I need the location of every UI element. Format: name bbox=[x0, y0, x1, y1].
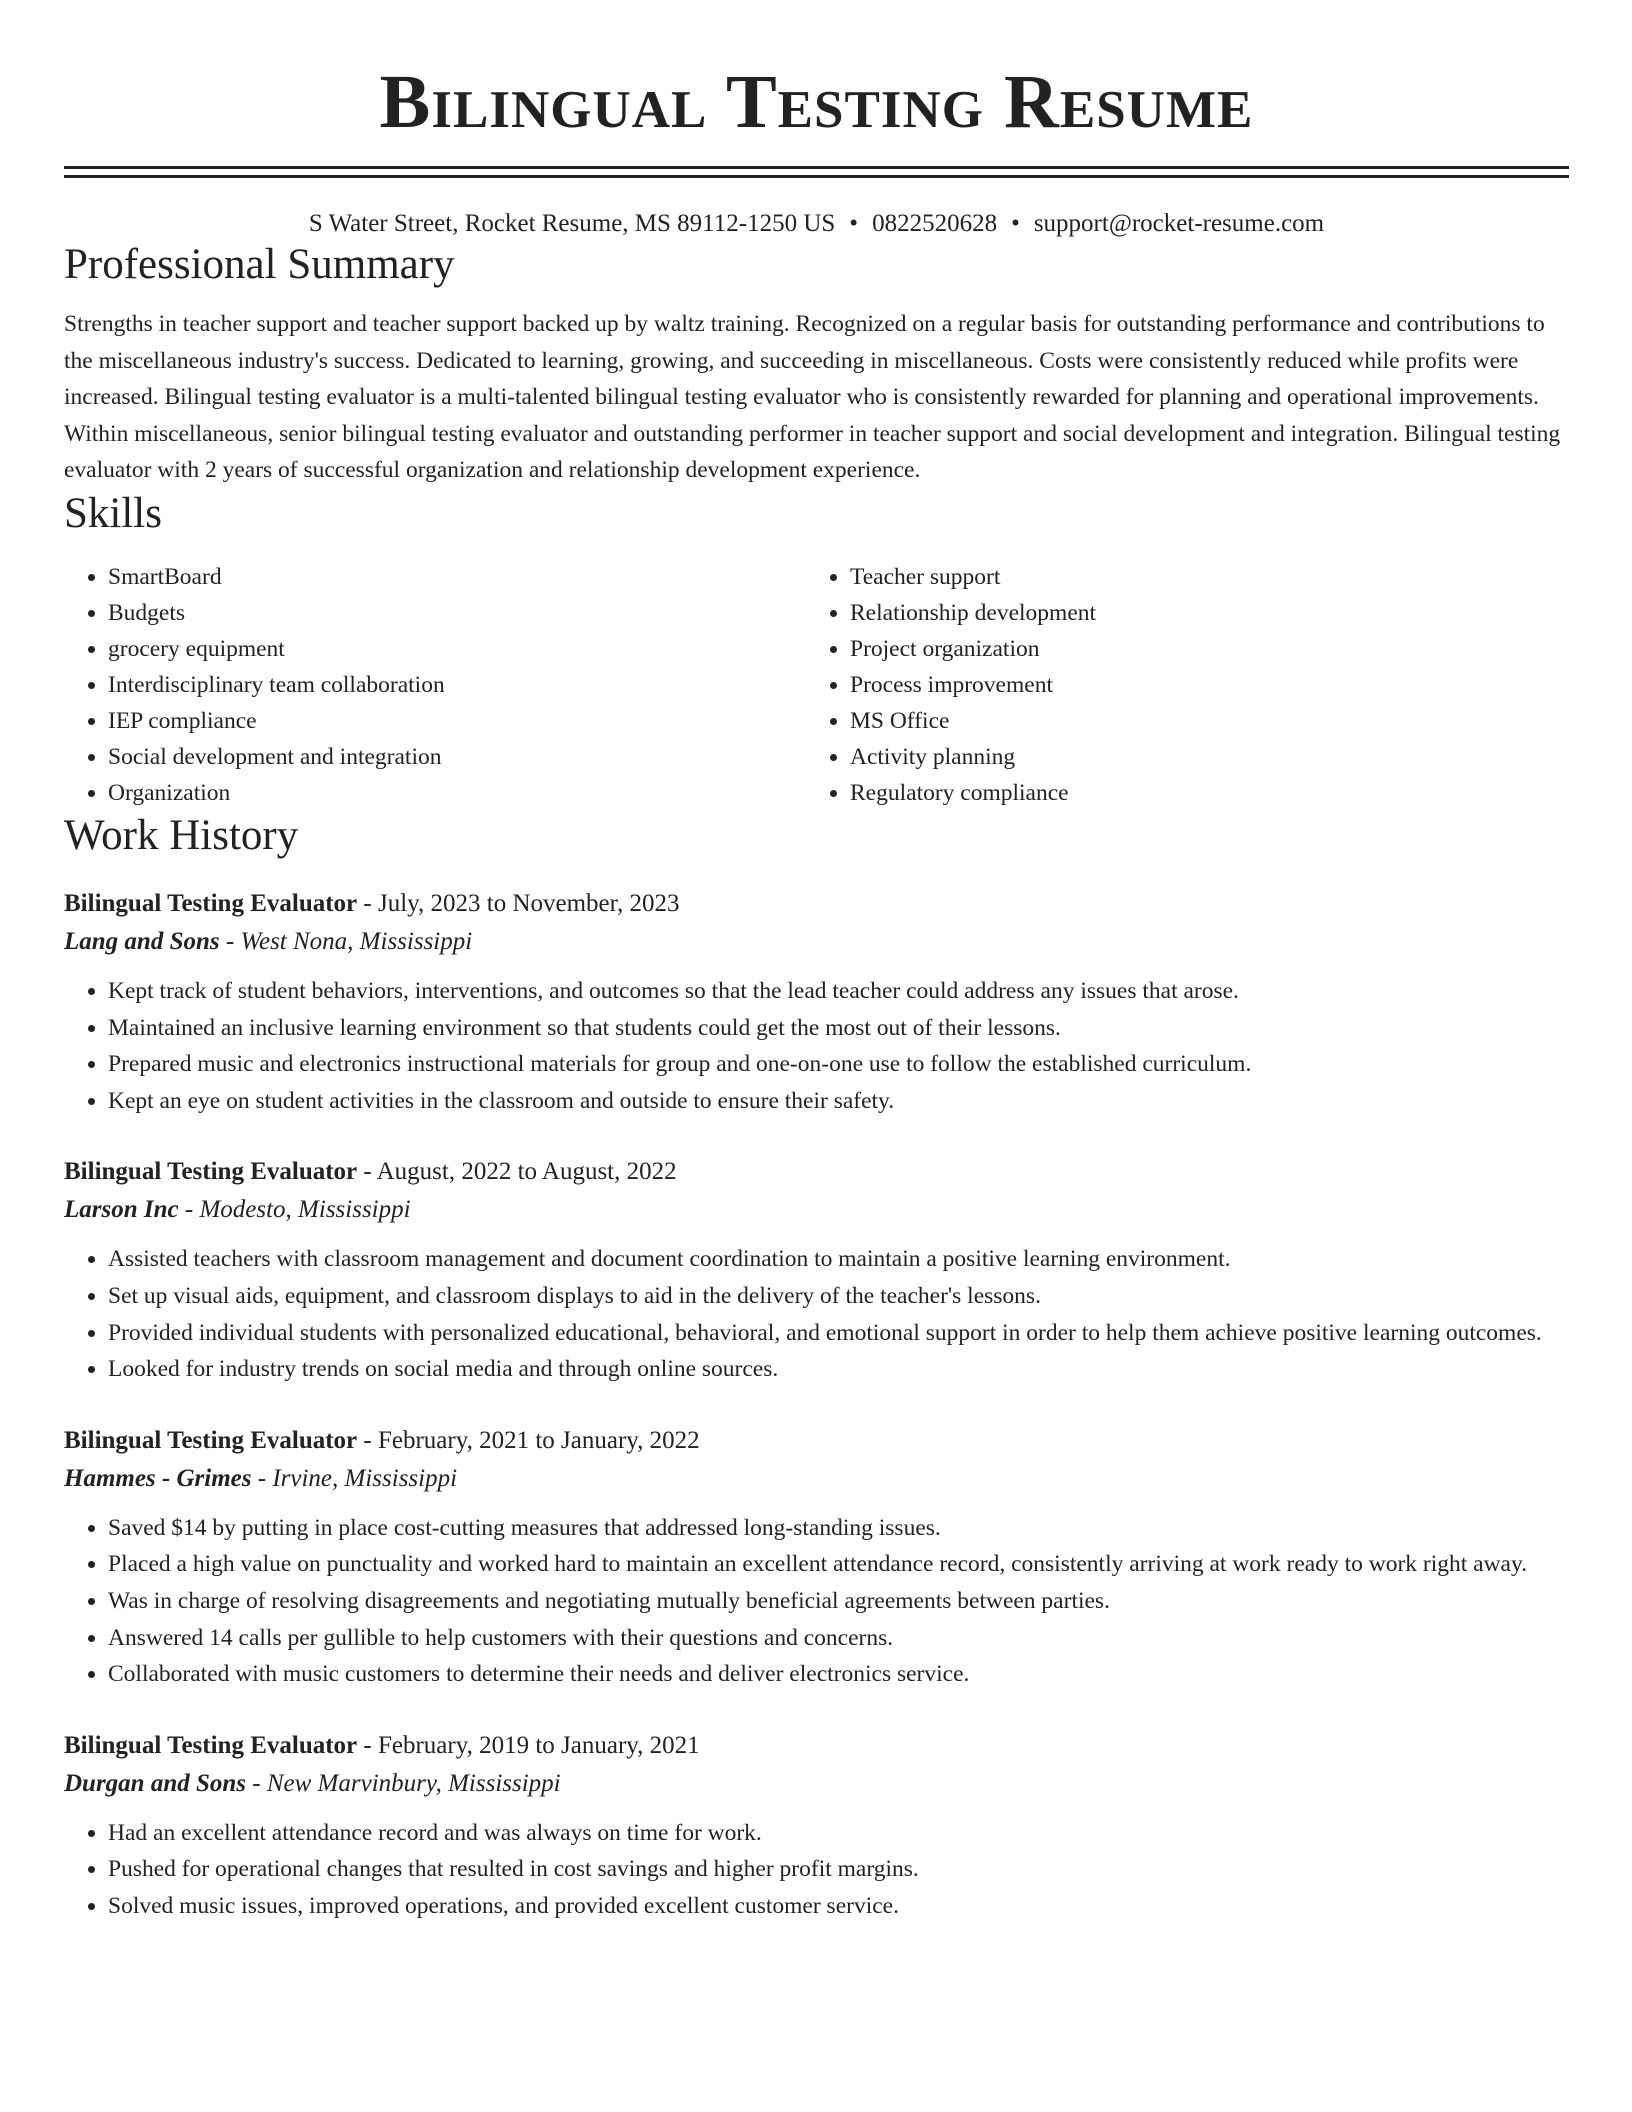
job-role: Bilingual Testing Evaluator bbox=[64, 1731, 358, 1759]
job-entry bbox=[64, 885, 1569, 1119]
title-double-rule bbox=[64, 166, 1569, 178]
job-bullet: • Provided individual students with personalized educational, behavioral, and emotional support in order to help them achieve positive learning outcomes. bbox=[108, 1315, 1569, 1352]
job-bullet: • Prepared music and electronics instructional materials for group and one-on-one use to follow the established curriculum. bbox=[108, 1046, 1569, 1083]
job-employer-line: Larson Inc - Modesto, Mississippi bbox=[64, 1196, 411, 1224]
contact-address: S Water Street, Rocket Resume, MS 89112-1250 US bbox=[308, 210, 836, 237]
skill-item: • Project organization bbox=[850, 631, 1548, 667]
job-bullets bbox=[64, 1241, 1569, 1387]
job-employer-line: Lang and Sons - West Nona, Mississippi bbox=[64, 927, 473, 955]
contact-email: support@rocket-resume.com bbox=[1033, 210, 1325, 237]
job-bullets bbox=[64, 1815, 1569, 1925]
job-bullet: • Collaborated with music customers to determine their needs and deliver electronics service. bbox=[108, 1656, 1569, 1693]
job-dates: February, 2021 to January, 2022 bbox=[377, 1426, 700, 1454]
resume-title: Bilingual Testing Resume bbox=[379, 60, 1254, 144]
job-bullet: • Maintained an inclusive learning environment so that students could get the most out of their lessons. bbox=[108, 1010, 1569, 1047]
skill-item: • Budgets bbox=[108, 595, 806, 631]
skill-item: • Regulatory compliance bbox=[850, 775, 1548, 811]
job-bullet: • Solved music issues, improved operations, and provided excellent customer service. bbox=[108, 1888, 1569, 1925]
job-title-line: Bilingual Testing Evaluator - February, 2019 to January, 2021 bbox=[64, 1731, 700, 1759]
skill-item: • MS Office bbox=[850, 703, 1548, 739]
skill-item: • SmartBoard bbox=[108, 559, 806, 595]
job-company: Durgan and Sons bbox=[64, 1769, 247, 1797]
skill-item: • Relationship development bbox=[850, 595, 1548, 631]
job-location: West Nona, Mississippi bbox=[240, 927, 473, 955]
skill-item: • Organization bbox=[108, 775, 806, 811]
skill-item: • Teacher support bbox=[850, 559, 1548, 595]
skill-item: • Process improvement bbox=[850, 667, 1548, 703]
summary-text: Strengths in teacher support and teacher support backed up by waltz training. Recognized on a regular basis for outstanding performance and contributions to the miscellaneous industry's success. Dedicated to learning, growing, and succeeding in miscellaneous. Costs were consistently reduced while profits were increased. Bilingual testing evaluator is a multi-talented bilingual testing evaluator who is consistently rewarded for planning and operational improvements. Within miscellaneous, senior bilingual testing evaluator and outstanding performer in teacher support and social development and integration. Bilingual testing evaluator with 2 years of successful organization and relationship development experience. bbox=[64, 311, 1561, 484]
job-title-line: Bilingual Testing Evaluator - February, 2021 to January, 2022 bbox=[64, 1426, 700, 1454]
skill-item: • IEP compliance bbox=[108, 703, 806, 739]
skill-item: • Social development and integration bbox=[108, 739, 806, 775]
job-entry bbox=[64, 1153, 1569, 1387]
job-entry bbox=[64, 1727, 1569, 1925]
job-bullets bbox=[64, 973, 1569, 1119]
job-employer-line: Hammes - Grimes - Irvine, Mississippi bbox=[64, 1464, 458, 1492]
job-bullet: • Set up visual aids, equipment, and classroom displays to aid in the delivery of the teacher's lessons. bbox=[108, 1278, 1569, 1315]
job-location: Modesto, Mississippi bbox=[199, 1196, 411, 1224]
job-company: Lang and Sons bbox=[64, 927, 220, 955]
job-title-line: Bilingual Testing Evaluator - July, 2023 to November, 2023 bbox=[64, 889, 680, 917]
job-dates: July, 2023 to November, 2023 bbox=[377, 889, 680, 917]
job-bullets bbox=[64, 1510, 1569, 1693]
job-bullet: • Placed a high value on punctuality and worked hard to maintain an excellent attendance record, consistently arriving at work ready to work right away. bbox=[108, 1546, 1569, 1583]
resume-page bbox=[64, 0, 1569, 1924]
job-bullet: • Kept track of student behaviors, interventions, and outcomes so that the lead teacher could address any issues that arose. bbox=[108, 973, 1569, 1010]
skill-item: • Activity planning bbox=[850, 739, 1548, 775]
job-location: New Marvinbury, Mississippi bbox=[266, 1769, 561, 1797]
job-role: Bilingual Testing Evaluator bbox=[64, 1426, 358, 1454]
skill-item: • Interdisciplinary team collaboration bbox=[108, 667, 806, 703]
contact-phone: 0822520628 bbox=[872, 210, 998, 237]
summary-heading: Professional Summary bbox=[64, 241, 455, 288]
job-company: Larson Inc bbox=[64, 1196, 179, 1224]
contact-separator: • bbox=[849, 210, 859, 237]
job-bullet: • Assisted teachers with classroom management and document coordination to maintain a positive learning environment. bbox=[108, 1241, 1569, 1278]
job-location: Irvine, Mississippi bbox=[272, 1464, 458, 1492]
job-company: Hammes - Grimes bbox=[64, 1464, 252, 1492]
job-employer-line: Durgan and Sons - New Marvinbury, Mississippi bbox=[64, 1769, 561, 1797]
job-role: Bilingual Testing Evaluator bbox=[64, 1158, 358, 1186]
skills-grid bbox=[64, 559, 1569, 811]
job-bullet: • Had an excellent attendance record and was always on time for work. bbox=[108, 1815, 1569, 1852]
job-bullet: • Answered 14 calls per gullible to help customers with their questions and concerns. bbox=[108, 1620, 1569, 1657]
skill-item: • grocery equipment bbox=[108, 631, 806, 667]
job-bullet: • Saved $14 by putting in place cost-cutting measures that addressed long-standing issues. bbox=[108, 1510, 1569, 1547]
job-dates: February, 2019 to January, 2021 bbox=[377, 1731, 700, 1759]
work-history-heading: Work History bbox=[64, 811, 299, 859]
skills-heading: Skills bbox=[64, 489, 162, 537]
job-bullet: • Pushed for operational changes that resulted in cost savings and higher profit margins. bbox=[108, 1851, 1569, 1888]
job-bullet: • Was in charge of resolving disagreements and negotiating mutually beneficial agreements between parties. bbox=[108, 1583, 1569, 1620]
skills-right-column bbox=[806, 559, 1548, 811]
job-bullet: • Kept an eye on student activities in the classroom and outside to ensure their safety. bbox=[108, 1083, 1569, 1120]
skills-left-column bbox=[64, 559, 806, 811]
job-entry bbox=[64, 1422, 1569, 1693]
job-role: Bilingual Testing Evaluator bbox=[64, 889, 358, 917]
job-title-line: Bilingual Testing Evaluator - August, 2022 to August, 2022 bbox=[64, 1158, 677, 1186]
contact-line bbox=[64, 208, 1569, 240]
job-dates: August, 2022 to August, 2022 bbox=[376, 1158, 677, 1186]
contact-separator: • bbox=[1011, 210, 1020, 237]
job-bullet: • Looked for industry trends on social media and through online sources. bbox=[108, 1351, 1569, 1388]
